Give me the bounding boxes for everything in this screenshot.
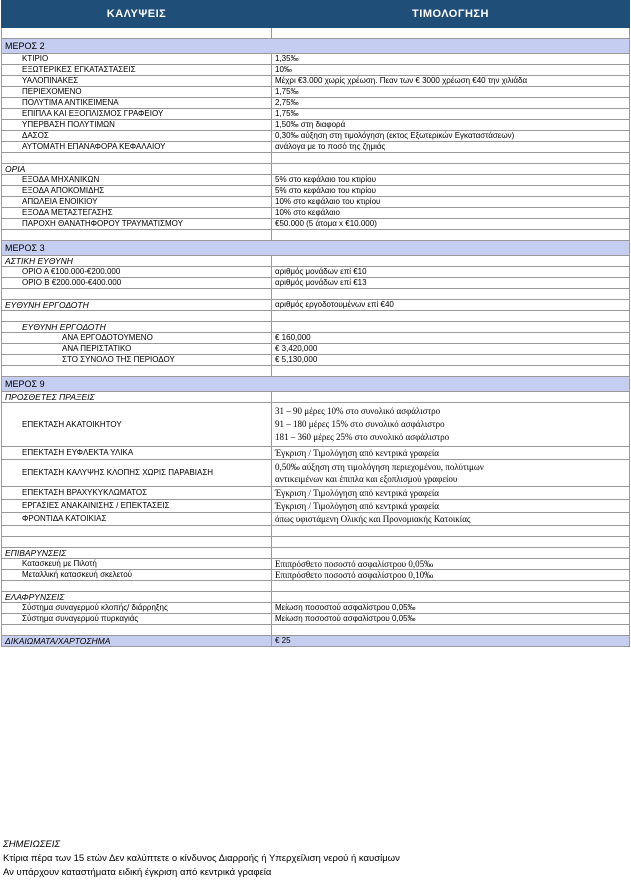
row-value: Έγκριση / Τιμολόγηση από κεντρικά γραφεία [272, 500, 630, 513]
row-label: ΔΙΚΑΙΩΜΑΤΑ/ΧΑΡΤΟΣΗΜΑ [2, 636, 272, 647]
row-label: ΕΠΕΚΤΑΣΗ ΕΥΦΛΕΚΤΑ ΥΛΙΚΑ [2, 447, 272, 460]
section-part3 [2, 241, 630, 256]
row-value: 5% στο κεφάλαιο του κτιρίου [272, 186, 630, 197]
table-row [2, 109, 630, 120]
row-label: ΑΝΑ ΠΕΡΙΣΤΑΤΙΚΟ [2, 344, 272, 355]
row-value: Επιπρόσθετο ποσοστό ασφαλίστρου 0,05‰ [272, 559, 630, 570]
row-label: Σύστημα συναγερμού κλοπής/ διάρρηξης [2, 603, 272, 614]
unoccupied-row [2, 403, 630, 447]
row-value: 10% στο κεφάλαιο του κτιρίου [272, 197, 630, 208]
subsection-title: ΕΠΙΒΑΡΥΝΣΕΙΣ [2, 548, 272, 559]
row-value: 10% στο κεφάλαιο [272, 208, 630, 219]
header-pricing: ΤΙΜΟΛΟΓΗΣΗ [272, 1, 630, 28]
row-label: ΟΡΙΟ Α €100.000-€200.000 [2, 267, 272, 278]
row-label: ΔΑΣΟΣ [2, 131, 272, 142]
row-value: Έγκριση / Τιμολόγηση από κεντρικά γραφεία [272, 487, 630, 500]
row-label: ΠΟΛΥΤΙΜΑ ΑΝΤΙΚΕΙΜΕΝΑ [2, 98, 272, 109]
section-title: ΜΕΡΟΣ 9 [2, 377, 630, 392]
row-value: αριθμός μονάδων επί €13 [272, 278, 630, 289]
row-label: ΕΞΟΔΑ ΑΠΟΚΟΜΙΔΗΣ [2, 186, 272, 197]
row-value: 1,50‰ στη διαφορά [272, 120, 630, 131]
row-value: 1,75‰ [272, 109, 630, 120]
row-label: Μεταλλική κατασκευή σκελετού [2, 570, 272, 581]
section-title: ΜΕΡΟΣ 2 [2, 39, 630, 54]
table-row [2, 208, 630, 219]
civil-title-row [2, 256, 630, 267]
table-row [2, 344, 630, 355]
subsection-title: ΟΡΙΑ [2, 164, 272, 175]
row-label: ΥΠΕΡΒΑΣΗ ΠΟΛΥΤΙΜΩΝ [2, 120, 272, 131]
table-row [2, 65, 630, 76]
row-value: € 3,420,000 [272, 344, 630, 355]
unoccupied-line: 181 – 360 μέρες 25% στο συνολικό ασφάλιστρο [275, 432, 450, 442]
notes-block [3, 838, 400, 880]
table-row [2, 76, 630, 87]
row-label: ΚΤΙΡΙΟ [2, 54, 272, 65]
surcharge-rows [2, 559, 630, 581]
row-label: ΕΡΓΑΣΙΕΣ ΑΝΑΚΑΙΝΙΣΗΣ / ΕΠΕΚΤΑΣΕΙΣ [2, 500, 272, 513]
employer-sub-rows [2, 333, 630, 366]
row-label: ΕΞΟΔΑ ΜΕΤΑΣΤΕΓΑΣΗΣ [2, 208, 272, 219]
table-row [2, 175, 630, 186]
table-header-row [2, 1, 630, 28]
row-value: αριθμός μονάδων επί €10 [272, 267, 630, 278]
row-value: όπως υφιστάμενη Ολικής και Προνομιακής Κατοικίας [272, 513, 630, 526]
row-value: € 25 [272, 636, 630, 647]
row-value: Επιπρόσθετο ποσοστό ασφαλίστρου 0,10‰ [272, 570, 630, 581]
row-label: ΟΡΙΟ Β €200.000-€400.000 [2, 278, 272, 289]
notes-title: ΣΗΜΕΙΩΣΕΙΣ [3, 839, 61, 850]
row-value: Μέχρι €3.000 χωρίς χρέωση. Πεαν των € 3000 χρέωση €40 την χιλιάδα [272, 76, 630, 87]
table-row [2, 219, 630, 230]
employer-sub-title-row [2, 322, 630, 333]
table-row [2, 87, 630, 98]
row-label: ΦΡΟΝΤΙΔΑ ΚΑΤΟΙΚΙΑΣ [2, 513, 272, 526]
limits-rows [2, 175, 630, 230]
table-row [2, 186, 630, 197]
table-row [2, 278, 630, 289]
residence-row [2, 513, 630, 526]
table-row [2, 267, 630, 278]
row-label: ΕΠΕΚΤΑΣΗ ΒΡΑΧΥΚΥΚΛΩΜΑΤΟΣ [2, 487, 272, 500]
table-row [2, 120, 630, 131]
row-label: ΕΠΕΚΤΑΣΗ ΚΑΛΥΨΗΣ ΚΛΟΠΗΣ ΧΩΡΙΣ ΠΑΡΑΒΙΑΣΗ [2, 460, 272, 487]
table-row [2, 197, 630, 208]
row-label: ΑΝΑ ΕΡΓΟΔΟΤΟΥΜΕΝΟ [2, 333, 272, 344]
row-value: 0,30‰ αύξηση στη τιμολόγηση (εκτος Εξωτερικών Εγκαταστάσεων) [272, 131, 630, 142]
discounts-title-row [2, 592, 630, 603]
row-value: ανάλογα με το ποσό της ζημιάς [272, 142, 630, 153]
theft-line: αντικειμένων και έπιπλα και εξοπλισμού γραφείου [275, 474, 458, 484]
unoccupied-line: 91 – 180 μέρες 15% στο συνολικό ασφάλιστρο [275, 419, 445, 429]
row-label: ΥΑΛΟΠΙΝΑΚΕΣ [2, 76, 272, 87]
row-label: ΕΠΙΠΛΑ ΚΑΙ ΕΞΟΠΛΙΣΜΟΣ ΓΡΑΦΕΙΟΥ [2, 109, 272, 120]
limits-title-row [2, 164, 630, 175]
row-value: € 160,000 [272, 333, 630, 344]
subsection-title: ΠΡΟΣΘΕΤΕΣ ΠΡΑΞΕΙΣ [2, 392, 272, 403]
table-row [2, 142, 630, 153]
row-label: Κατασκευή με Πιλοτή [2, 559, 272, 570]
row-value: 1,75‰ [272, 87, 630, 98]
row-value: Μείωση ποσοστού ασφαλίστρου 0,05‰ [272, 614, 630, 625]
section-part9 [2, 377, 630, 392]
row-value: Μείωση ποσοστού ασφαλίστρου 0,05‰ [272, 603, 630, 614]
row-value: Έγκριση / Τιμολόγηση από κεντρικά γραφεία [272, 447, 630, 460]
note-line: Κτίρια πέρα των 15 ετών Δεν καλύπτετε ο κίνδυνος Διαρροής ή Υπερχείλιση νερού ή καυσίμων [3, 853, 400, 864]
employer-row [2, 300, 630, 311]
subsection-title: ΕΥΘΥΝΗ ΕΡΓΟΔΟΤΗ [2, 322, 272, 333]
row-value: 1,35‰ [272, 54, 630, 65]
part2-rows [2, 54, 630, 153]
row-value: €50.000 (5 άτομα x €10.000) [272, 219, 630, 230]
renovation-row [2, 500, 630, 513]
row-label: ΠΑΡΟΧΗ ΘΑΝΑΤΗΦΟΡΟΥ ΤΡΑΥΜΑΤΙΣΜΟΥ [2, 219, 272, 230]
table-row [2, 614, 630, 625]
header-coverage: ΚΑΛΥΨΕΙΣ [2, 1, 272, 28]
row-label: ΑΥΤΟΜΑΤΗ ΕΠΑΝΑΦΟΡΑ ΚΕΦΑΛΑΙΟΥ [2, 142, 272, 153]
table-row [2, 559, 630, 570]
extra-title-row [2, 392, 630, 403]
row-label: Σύστημα συναγερμού πυρκαγιάς [2, 614, 272, 625]
stamp-duty-row [2, 636, 630, 647]
row-value [272, 403, 630, 447]
row-label: ΑΠΩΛΕΙΑ ΕΝΟΙΚΙΟΥ [2, 197, 272, 208]
discount-rows [2, 603, 630, 625]
row-label: ΕΞΩΤΕΡΙΚΕΣ ΕΓΚΑΤΑΣΤΑΣΕΙΣ [2, 65, 272, 76]
table-row [2, 98, 630, 109]
row-value: € 5,130,000 [272, 355, 630, 366]
row-label: ΣΤΟ ΣΥΝΟΛΟ ΤΗΣ ΠΕΡΙΟΔΟΥ [2, 355, 272, 366]
civil-rows [2, 267, 630, 289]
section-title: ΜΕΡΟΣ 3 [2, 241, 630, 256]
coverage-table [1, 0, 630, 647]
row-label: ΕΞΟΔΑ ΜΗΧΑΝΙΚΩΝ [2, 175, 272, 186]
table-row [2, 570, 630, 581]
row-value [272, 460, 630, 487]
row-label: ΕΥΘΥΝΗ ΕΡΓΟΔΟΤΗ [2, 300, 272, 311]
table-row [2, 54, 630, 65]
table-row [2, 603, 630, 614]
table-row [2, 355, 630, 366]
section-part2 [2, 39, 630, 54]
table-row [2, 333, 630, 344]
theft-row [2, 460, 630, 487]
row-value: 2,75‰ [272, 98, 630, 109]
short-circuit-row [2, 487, 630, 500]
note-line: Αν υπάρχουν καταστήματα ειδική έγκριση από κεντρικά γραφεία [3, 867, 272, 878]
row-value: 5% στο κεφάλαιο του κτιρίου [272, 175, 630, 186]
row-label: ΕΠΕΚΤΑΣΗ ΑΚΑΤΟΙΚΗΤΟΥ [2, 403, 272, 447]
row-label: ΠΕΡΙΕΧΟΜΕΝΟ [2, 87, 272, 98]
row-value: 10‰ [272, 65, 630, 76]
row-value: αριθμός εργοδοτουμένων επί €40 [272, 300, 630, 311]
theft-line: 0,50‰ αύξηση στη τιμολόγηση περιεχομένου, πολύτιμων [275, 462, 484, 472]
unoccupied-line: 31 – 90 μέρες 10% στο συνολικό ασφάλιστρο [275, 406, 441, 416]
surcharges-title-row [2, 548, 630, 559]
subsection-title: ΕΛΑΦΡΥΝΣΕΙΣ [2, 592, 272, 603]
subsection-title: ΑΣΤΙΚΗ ΕΥΘΥΝΗ [2, 256, 272, 267]
table-row [2, 131, 630, 142]
flammable-row [2, 447, 630, 460]
